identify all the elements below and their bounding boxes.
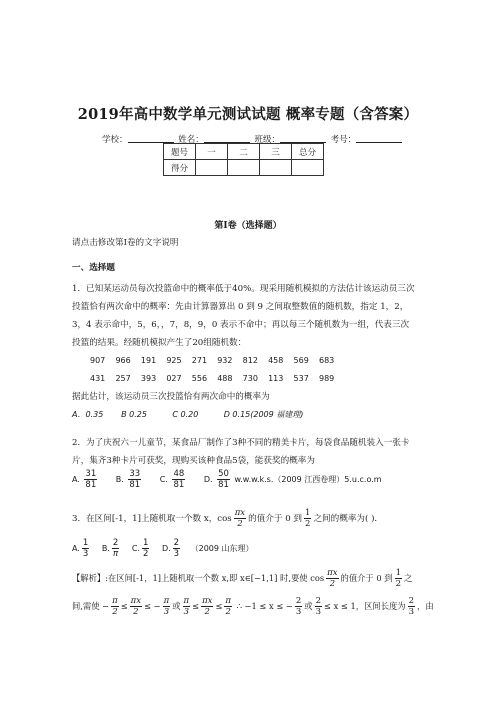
q3-option-b-fraction: [112, 538, 119, 559]
score-cell: [260, 160, 292, 176]
exam-no-label: 考号：: [330, 135, 357, 145]
score-header-cell: 三: [260, 144, 292, 160]
analysis-fraction: [408, 596, 415, 617]
analysis-symbol: ≤: [215, 601, 223, 611]
score-cell: [196, 160, 228, 176]
q3-option-a-fraction: [82, 538, 89, 559]
analysis-word: 或: [172, 601, 181, 611]
analysis-fraction: [183, 596, 191, 617]
document-title: 2019年高中数学单元测试试题 概率专题（含答案）: [77, 106, 419, 123]
analysis-half-fraction: [395, 568, 402, 589]
fraction-numerator: 50: [218, 469, 229, 479]
q3-option-b-label: B.: [101, 544, 110, 553]
score-header-cell: 总分: [292, 144, 324, 160]
score-row-label: 得分: [164, 160, 196, 176]
fraction-denominator: 2: [329, 579, 336, 589]
fraction-denominator: 3: [295, 607, 302, 617]
q3-option-d-label: D.: [161, 544, 171, 553]
school-blank: [128, 133, 174, 143]
fraction-numerator: 2: [112, 538, 119, 548]
fraction-denominator: 81: [218, 480, 229, 490]
analysis-symbol: ∴ −1 ≤ x ≤ −: [234, 601, 293, 611]
fraction-denominator: 81: [129, 480, 141, 490]
fraction-numerator: 2: [315, 596, 322, 606]
q3-option-c-fraction: [142, 538, 149, 559]
fraction-denominator: 2: [395, 579, 401, 589]
fraction-denominator: 2: [305, 519, 311, 529]
q3-stem: [72, 507, 377, 531]
q2-option-a-label: A.: [72, 475, 80, 484]
analysis-line-1: [72, 566, 412, 590]
analysis-line-1-end: 之: [403, 573, 413, 583]
score-header-cell: 二: [228, 144, 260, 160]
score-cell: [292, 160, 324, 176]
q2-option-c-fraction: [172, 469, 185, 490]
fraction-denominator: 3: [183, 607, 190, 617]
q2-option-b-label: B.: [115, 475, 124, 484]
fraction-denominator: π: [113, 549, 119, 559]
fraction-numerator: πx: [327, 568, 338, 578]
fraction-denominator: 2: [237, 519, 243, 529]
q2-line-1: 2．为了庆祝六一儿童节，某食品厂制作了3种不同的精美卡片，每袋食品随机装入一张卡: [72, 438, 410, 448]
analysis-word: 或: [304, 601, 313, 611]
analysis-fraction: [201, 596, 213, 617]
analysis-fraction: [111, 596, 119, 617]
q3-option-a-label: A.: [72, 544, 80, 553]
analysis-symbol: ≤ −: [144, 601, 161, 611]
fraction-denominator: 3: [163, 607, 170, 617]
fraction-denominator: 81: [173, 480, 185, 490]
q3-option-c-label: C.: [131, 544, 140, 553]
fraction-numerator: 31: [85, 469, 97, 479]
fraction-denominator: 2: [225, 607, 231, 617]
q2-option-a-fraction: [84, 469, 97, 490]
analysis-line-2-start: 间,需使 −: [72, 601, 110, 611]
q1-line-5: 据此估计，该运动员三次投篮恰有两次命中的概率为: [72, 392, 270, 402]
fraction-numerator: π: [163, 596, 170, 606]
fraction-numerator: π: [225, 596, 231, 606]
q3-stem-end: 之间的概率为( ).: [313, 514, 378, 524]
q3-half-fraction: [304, 508, 311, 529]
q3-option-d-fraction: [173, 538, 180, 559]
q2-option-b-fraction: [128, 469, 141, 490]
fraction-numerator: π: [183, 596, 190, 606]
q2-option-c-label: C.: [159, 475, 168, 484]
fraction-denominator: 2: [204, 607, 210, 617]
score-table-header-row: [164, 144, 324, 160]
fraction-numerator: πx: [234, 508, 246, 518]
fraction-denominator: 2: [142, 549, 149, 559]
analysis-fraction: [295, 596, 302, 617]
section-note: 请点击修改第I卷的文字说明: [72, 238, 179, 248]
analysis-fraction: [315, 596, 322, 617]
q1-line-1: 1．已知某运动员每次投篮命中的概率低于40%。现采用随机模拟的方法估计该运动员三次: [72, 284, 415, 294]
score-table: [163, 143, 324, 176]
q1-line-4: 投篮的结果。经随机模拟产生了20组随机数：: [72, 338, 247, 348]
exam-no-blank: [356, 133, 402, 143]
fraction-numerator: 2: [173, 538, 180, 548]
fraction-numerator: 1: [82, 538, 89, 548]
q1-random-numbers-row-1: 907 966 191 925 271 932 812 458 569 683: [90, 356, 335, 365]
analysis-line-1-start: 【解析】:在区间[-1，1]上随机取一个数 x,即 x∈[−1,1] 时,要使 cos: [72, 573, 325, 583]
analysis-symbol: ≤: [192, 601, 200, 611]
score-cell: [228, 160, 260, 176]
class-label: 班级：: [254, 135, 280, 145]
q1-random-numbers-row-2: 431 257 393 027 556 488 730 113 537 989: [90, 374, 335, 383]
fraction-numerator: 2: [295, 596, 302, 606]
fraction-denominator: 2: [112, 607, 118, 617]
score-table-score-row: [164, 160, 324, 176]
fraction-denominator: 81: [85, 480, 97, 490]
q3-stem-start: 3．在区间[-1，1]上随机取一个数 x，cos: [72, 514, 232, 524]
fraction-numerator: πx: [130, 596, 142, 606]
q2-option-d-label: D.: [203, 475, 213, 484]
fraction-numerator: 1: [305, 508, 311, 518]
q2-option-d-fraction: [217, 469, 230, 490]
fraction-denominator: 3: [315, 607, 322, 617]
analysis-cos-fraction: [326, 568, 338, 589]
fraction-numerator: 1: [395, 568, 401, 578]
q1-line-2: 投篮恰有两次命中的概率：先由计算器算出 0 到 9 之间取整数值的随机数，指定 1，2，: [72, 302, 409, 312]
analysis-word: ，由: [417, 601, 434, 611]
q1-options: A．0.35 B 0.25 C 0.20 D 0.15(2009 福建理): [72, 410, 304, 419]
school-label: 学校：: [102, 135, 128, 145]
fraction-numerator: πx: [202, 596, 213, 606]
analysis-line-1-middle: 的值介于 0 到: [340, 573, 393, 583]
q2-source: w.w.w.k.s.（2009 江西卷理）5.u.c.o.m: [234, 475, 382, 484]
q3-cos-fraction: [234, 508, 246, 529]
fraction-denominator: 3: [408, 607, 415, 617]
fraction-denominator: 3: [82, 549, 89, 559]
analysis-fraction: [224, 596, 232, 617]
fraction-numerator: 1: [142, 538, 149, 548]
q2-options: [72, 468, 382, 492]
fraction-denominator: 2: [133, 607, 139, 617]
class-blank: [280, 133, 326, 143]
score-header-cell: 一: [196, 144, 228, 160]
q3-options: [72, 537, 254, 561]
name-label: 姓名：: [178, 135, 204, 145]
fraction-numerator: 33: [129, 469, 141, 479]
score-header-cell: 题号: [164, 144, 196, 160]
q1-line-3: 3，4 表示命中，5，6，，7，8，9，0 表示不命中；再以每三个随机数为一组，代表三次: [72, 320, 410, 330]
analysis-line-2: [72, 594, 434, 618]
fraction-numerator: 48: [173, 469, 185, 479]
q2-line-2: 片，集齐3种卡片可获奖，现购买该种食品5袋，能获奖的概率为: [72, 456, 315, 466]
q3-stem-middle: 的值介于 0 到: [248, 514, 303, 524]
fraction-numerator: π: [112, 596, 118, 606]
q3-source: （2009 山东理）: [190, 544, 254, 553]
analysis-word: ≤ x ≤ 1，区间长度为: [324, 601, 406, 611]
analysis-fraction: [130, 596, 142, 617]
fraction-denominator: 3: [173, 549, 180, 559]
part-title: 一、选择题: [72, 263, 115, 273]
name-blank: [204, 133, 250, 143]
section-title: 第I卷（选择题）: [214, 221, 282, 231]
fraction-numerator: 2: [408, 596, 415, 606]
analysis-symbol: ≤: [120, 601, 128, 611]
analysis-fraction: [163, 596, 171, 617]
